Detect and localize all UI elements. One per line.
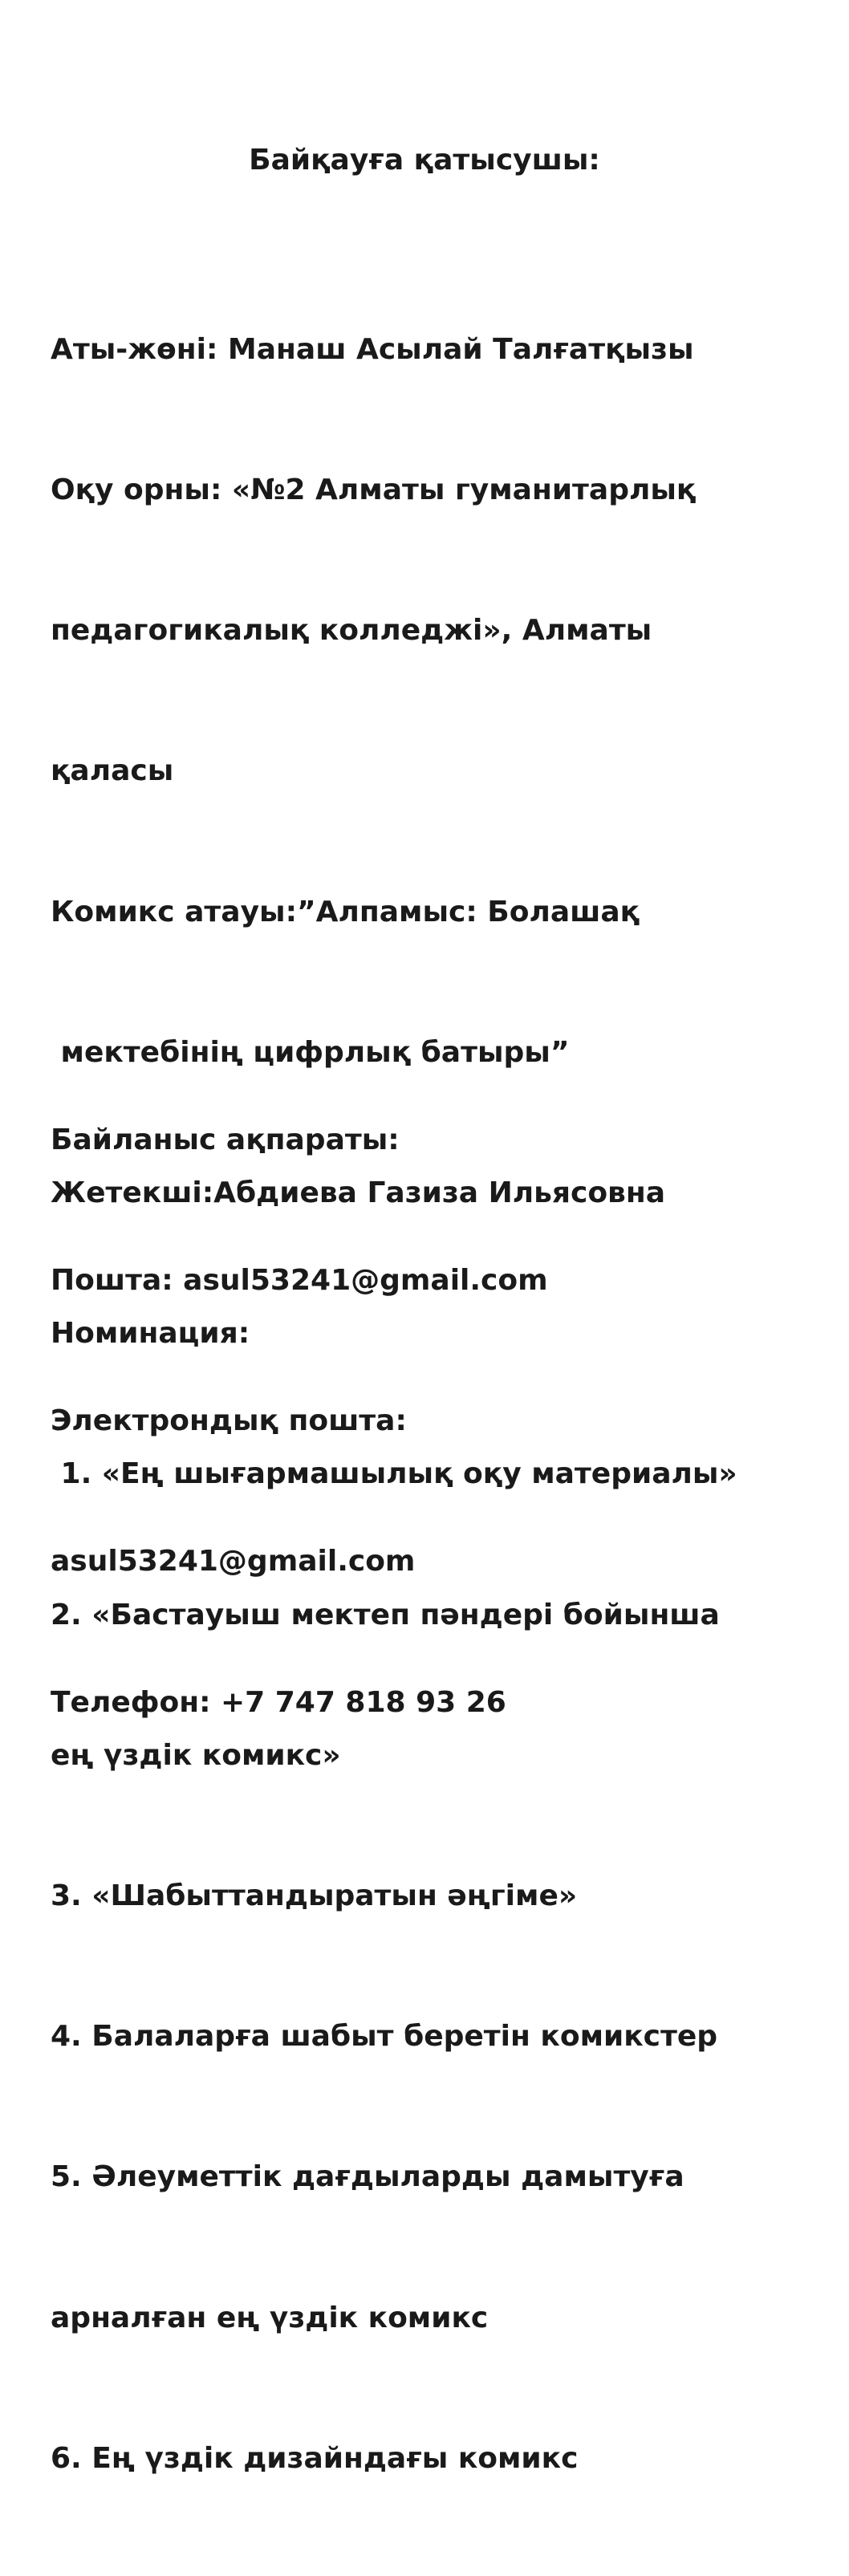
email-value: asul53241@gmail.com: [51, 1545, 416, 1579]
page-title: Байқауға қатысушы:: [249, 144, 600, 177]
email-label: Электрондық пошта:: [51, 1404, 407, 1438]
mail-line: Пошта: asul53241@gmail.com: [51, 1264, 548, 1298]
comic-title-line-2: мектебінің цифрлық батыры”: [51, 1035, 570, 1069]
contact-info: [51, 1023, 837, 1820]
contact-heading: Байланыс ақпараты:: [51, 1123, 400, 1156]
phone-line: Телефон: +7 747 818 93 26: [51, 1685, 506, 1719]
participant-name: Аты-жөні: Манаш Асылай Талғатқызы: [51, 332, 694, 366]
comic-title-line-1: Комикс атауы:”Алпамыс: Болашақ: [51, 895, 640, 928]
study-place-line-2: педагогикалық колледжі», Алматы: [51, 614, 652, 648]
nomination-item-1: 1. «Ең шығармашылық оқу материалы»: [51, 1457, 737, 1491]
study-place-line-1: Оқу орны: «№2 Алматы гуманитарлық: [51, 473, 697, 507]
nomination-item-4: 4. Балаларға шабыт беретін комикстер: [51, 2020, 718, 2054]
nomination-item-5-line-1: 5. Әлеуметтік дағдыларды дамытуға: [51, 2160, 684, 2194]
nomination-item-2-line-1: 2. «Бастауыш мектеп пәндері бойынша: [51, 1598, 720, 1631]
nomination-item-2-line-2: ең үздік комикс»: [51, 1738, 341, 1772]
nomination-heading: Номинация:: [51, 1317, 250, 1351]
nomination-item-5-line-2: арналған ең үздік комикс: [51, 2301, 489, 2334]
supervisor: Жетекші:Абдиева Газиза Ильясовна: [51, 1176, 666, 1210]
study-place-line-3: қаласы: [51, 754, 174, 788]
nomination-item-3: 3. «Шабыттандыратын әңгіме»: [51, 1879, 578, 1913]
nomination-item-6: 6. Ең үздік дизайндағы комикс: [51, 2441, 579, 2475]
